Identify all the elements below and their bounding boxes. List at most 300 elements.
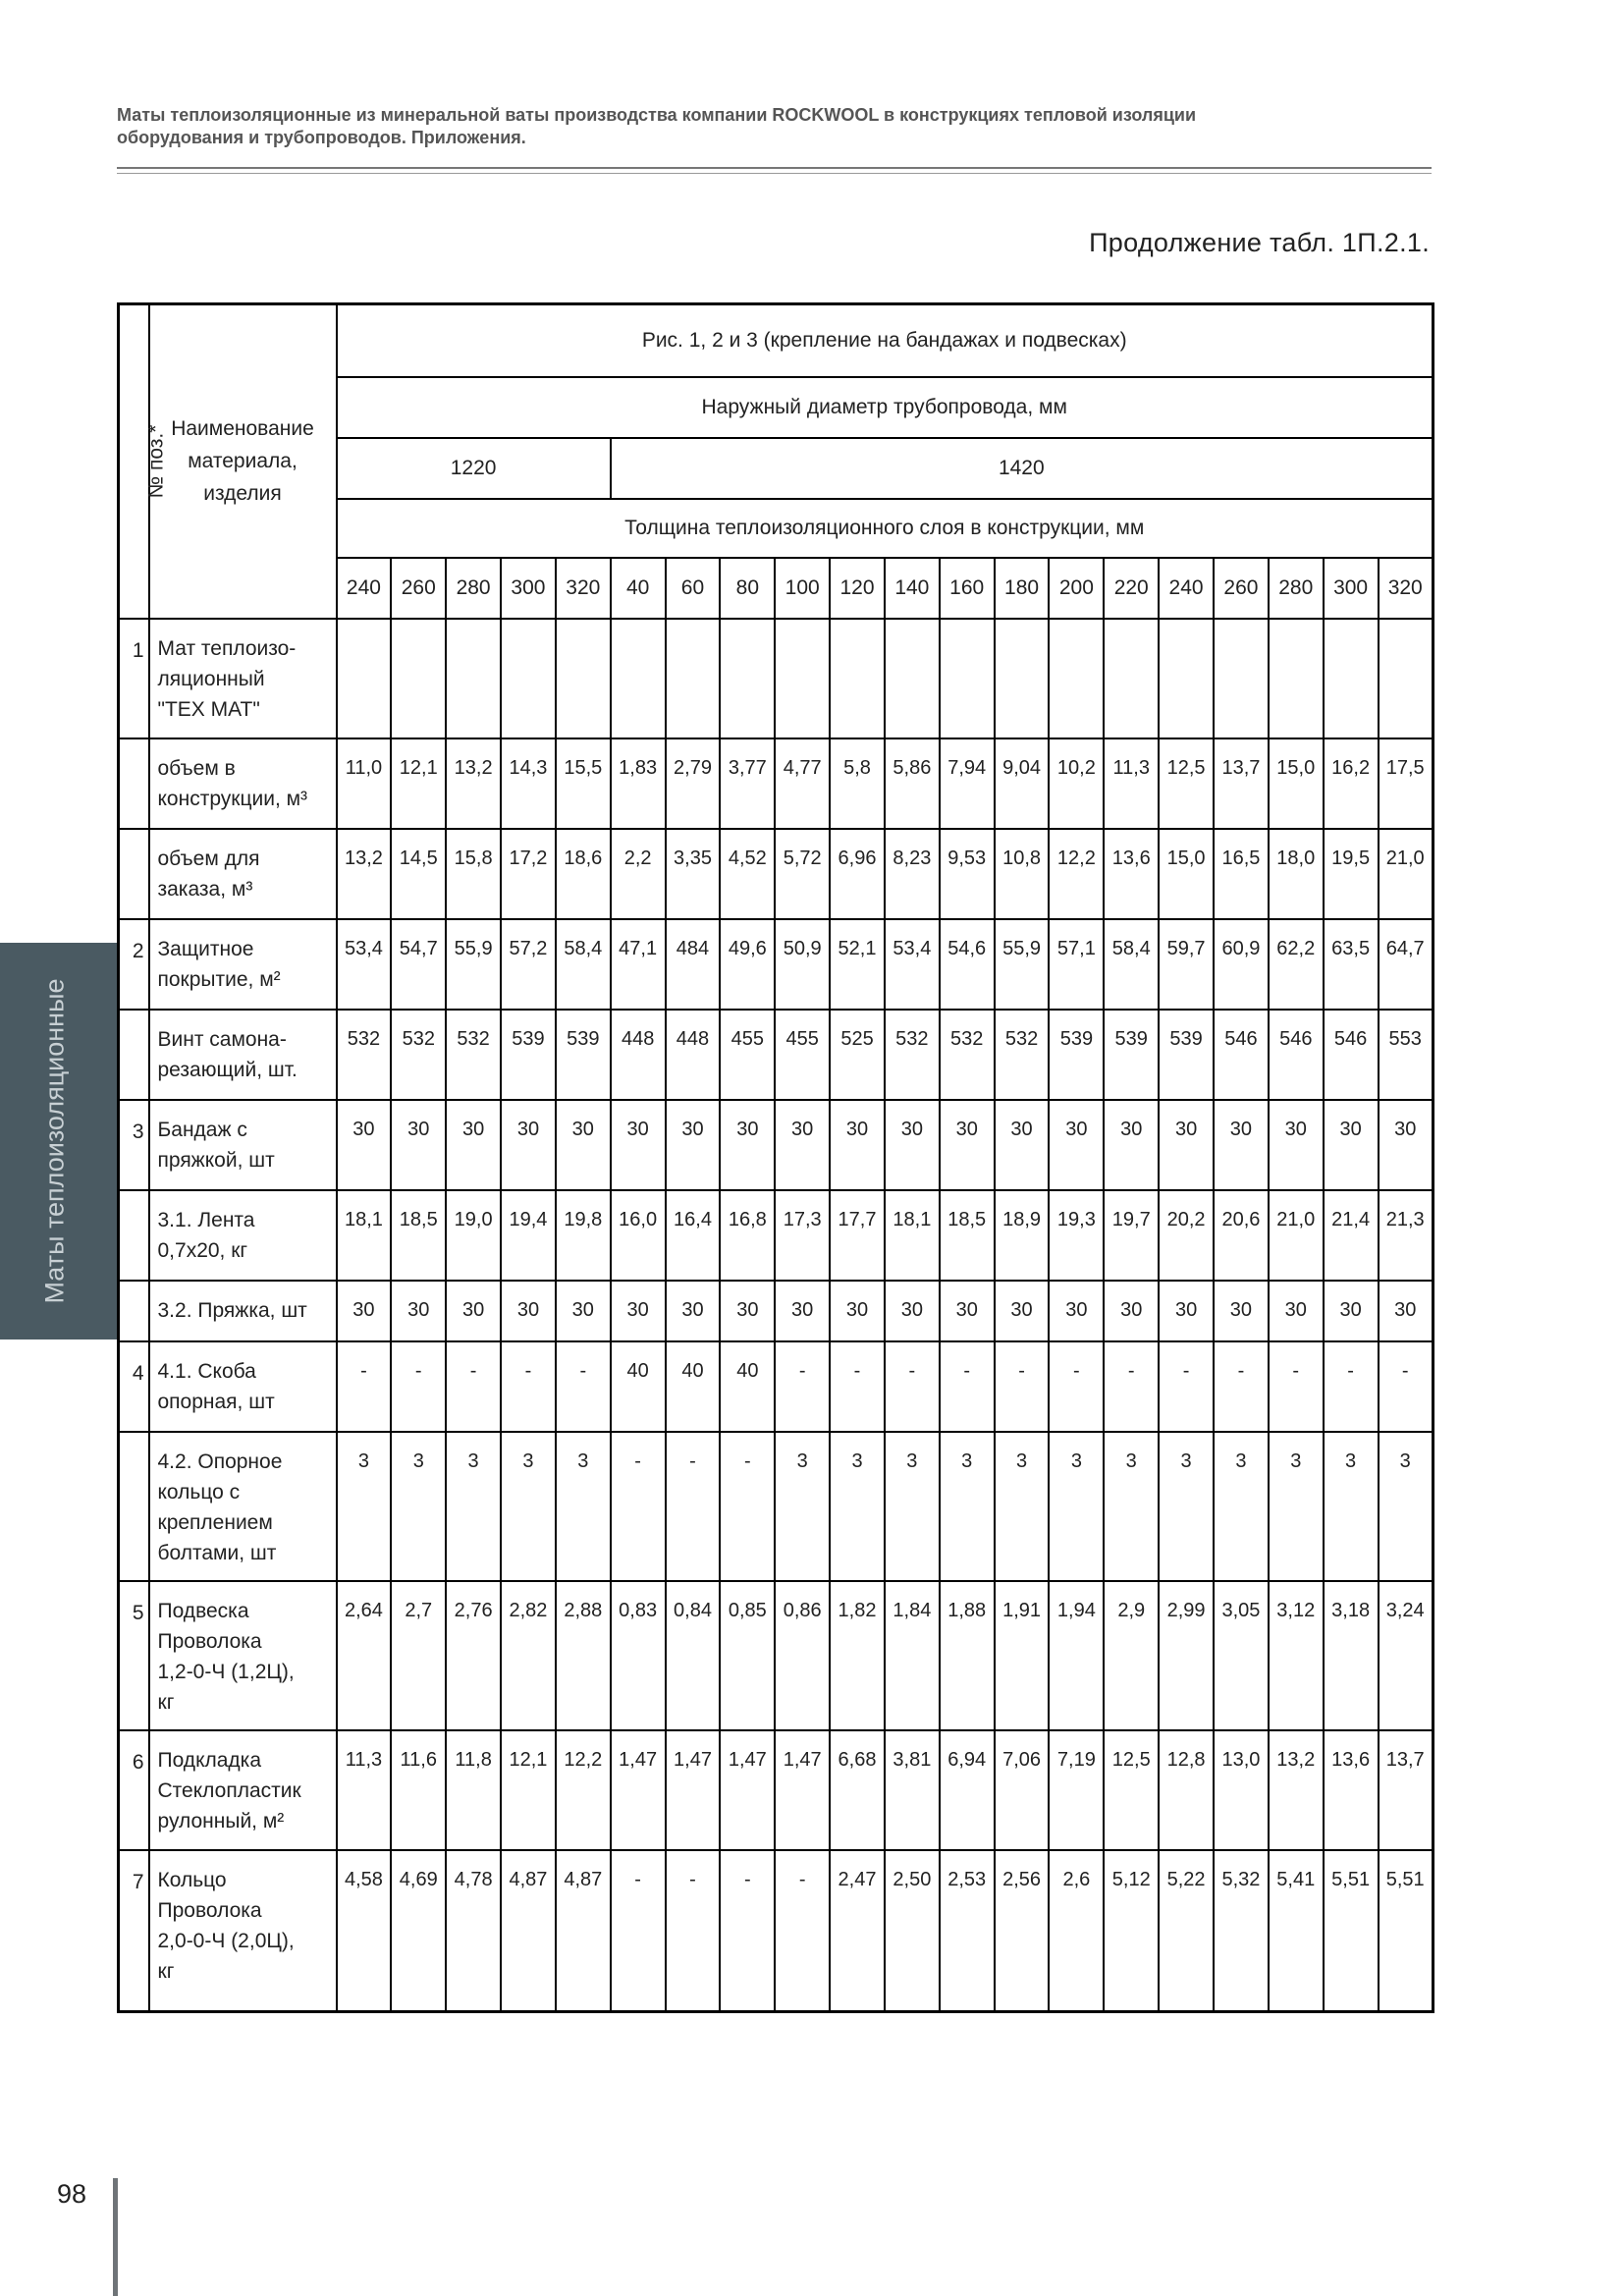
cell-value: 30	[611, 1100, 666, 1190]
cell-value: 2,2	[611, 829, 666, 919]
cell-value: 14,5	[391, 829, 446, 919]
cell-value: -	[1104, 1341, 1159, 1432]
cell-value: 16,0	[611, 1190, 666, 1281]
thickness-value: 120	[830, 558, 885, 619]
cell-value: 4,78	[446, 1850, 501, 2012]
cell-value: 1,47	[720, 1730, 775, 1850]
cell-value: -	[1269, 1341, 1324, 1432]
cell-value	[1379, 619, 1434, 738]
cell-value: 1,94	[1049, 1581, 1104, 1730]
row-name: Защитное покрытие, м²	[149, 919, 337, 1010]
cell-value: 448	[666, 1010, 721, 1100]
row-name: Бандаж с пряжкой, шт	[149, 1100, 337, 1190]
cell-value: 2,50	[885, 1850, 940, 2012]
header-line-2: оборудования и трубопроводов. Приложения.	[117, 128, 526, 147]
thickness-value: 180	[995, 558, 1050, 619]
cell-value	[1214, 619, 1269, 738]
cell-value: 0,83	[611, 1581, 666, 1730]
row-name: объем для заказа, м³	[149, 829, 337, 919]
thickness-header: Толщина теплоизоляционного слоя в конструкции, мм	[337, 499, 1434, 558]
cell-value: 30	[1159, 1281, 1214, 1341]
cell-value: 532	[885, 1010, 940, 1100]
cell-value: 1,91	[995, 1581, 1050, 1730]
cell-value: 455	[720, 1010, 775, 1100]
thickness-value: 240	[1159, 558, 1214, 619]
cell-value: 52,1	[830, 919, 885, 1010]
row-position	[119, 1281, 149, 1341]
cell-value: 2,79	[666, 738, 721, 829]
cell-value: 3	[1214, 1432, 1269, 1581]
diameter-header: Наружный диаметр трубопровода, мм	[337, 377, 1434, 438]
row-name: объем в конструкции, м³	[149, 738, 337, 829]
cell-value: 2,47	[830, 1850, 885, 2012]
cell-value: 30	[1269, 1100, 1324, 1190]
cell-value: 30	[1214, 1281, 1269, 1341]
cell-value: 3	[1159, 1432, 1214, 1581]
cell-value: 13,6	[1104, 829, 1159, 919]
cell-value: 532	[337, 1010, 392, 1100]
cell-value: 13,0	[1214, 1730, 1269, 1850]
cell-value	[775, 619, 830, 738]
row-position: 1	[119, 619, 149, 738]
header-rule-thin	[117, 173, 1432, 174]
cell-value: 9,04	[995, 738, 1050, 829]
cell-value: 1,83	[611, 738, 666, 829]
cell-value	[501, 619, 556, 738]
cell-value: 49,6	[720, 919, 775, 1010]
table-row	[119, 1432, 1434, 1581]
cell-value: 13,7	[1379, 1730, 1434, 1850]
row-name: 3.1. Лента 0,7х20, кг	[149, 1190, 337, 1281]
diameter-1220: 1220	[337, 438, 611, 499]
cell-value: 17,7	[830, 1190, 885, 1281]
cell-value: -	[995, 1341, 1050, 1432]
cell-value: 3,24	[1379, 1581, 1434, 1730]
cell-value: 7,06	[995, 1730, 1050, 1850]
cell-value: 30	[666, 1100, 721, 1190]
cell-value: 5,41	[1269, 1850, 1324, 2012]
cell-value: 40	[611, 1341, 666, 1432]
cell-value: 30	[1269, 1281, 1324, 1341]
cell-value: 21,0	[1269, 1190, 1324, 1281]
cell-value: 30	[1049, 1100, 1104, 1190]
cell-value: 3,81	[885, 1730, 940, 1850]
cell-value: 11,8	[446, 1730, 501, 1850]
cell-value: 30	[446, 1100, 501, 1190]
cell-value: 30	[337, 1100, 392, 1190]
cell-value: 3,35	[666, 829, 721, 919]
cell-value: 3,05	[1214, 1581, 1269, 1730]
cell-value: 3	[940, 1432, 995, 1581]
thickness-value: 100	[775, 558, 830, 619]
cell-value: 3	[1104, 1432, 1159, 1581]
row-position	[119, 1432, 149, 1581]
cell-value: 0,84	[666, 1581, 721, 1730]
cell-value: 3	[1379, 1432, 1434, 1581]
side-tab-label: Маты теплоизоляционные	[39, 978, 70, 1304]
cell-value: 30	[501, 1100, 556, 1190]
cell-value: 6,68	[830, 1730, 885, 1850]
cell-value: -	[775, 1850, 830, 2012]
table-caption: Продолжение табл. 1П.2.1.	[1089, 228, 1430, 257]
table-row	[119, 1100, 1434, 1190]
thickness-value: 320	[556, 558, 611, 619]
cell-value: 10,2	[1049, 738, 1104, 829]
cell-value: 18,5	[391, 1190, 446, 1281]
cell-value: 30	[1214, 1100, 1269, 1190]
cell-value: 21,3	[1379, 1190, 1434, 1281]
cell-value: 16,4	[666, 1190, 721, 1281]
cell-value: 30	[556, 1100, 611, 1190]
cell-value: 3	[1269, 1432, 1324, 1581]
cell-value: 19,7	[1104, 1190, 1159, 1281]
cell-value: 1,47	[775, 1730, 830, 1850]
cell-value: 30	[1379, 1100, 1434, 1190]
table-row	[119, 619, 1434, 738]
cell-value	[720, 619, 775, 738]
cell-value: 2,56	[995, 1850, 1050, 2012]
cell-value: 50,9	[775, 919, 830, 1010]
cell-value: 5,22	[1159, 1850, 1214, 2012]
cell-value: 539	[501, 1010, 556, 1100]
row-name: Мат теплоизо- ляционный "ТЕХ МАТ"	[149, 619, 337, 738]
table-row	[119, 829, 1434, 919]
cell-value: 9,53	[940, 829, 995, 919]
cell-value: -	[720, 1432, 775, 1581]
cell-value: -	[720, 1850, 775, 2012]
cell-value: 3	[885, 1432, 940, 1581]
cell-value: 18,5	[940, 1190, 995, 1281]
cell-value: 5,12	[1104, 1850, 1159, 2012]
cell-value: 2,99	[1159, 1581, 1214, 1730]
cell-value: 3	[556, 1432, 611, 1581]
cell-value: -	[611, 1850, 666, 2012]
cell-value: 8,23	[885, 829, 940, 919]
cell-value: 0,86	[775, 1581, 830, 1730]
cell-value: 21,4	[1324, 1190, 1379, 1281]
cell-value	[337, 619, 392, 738]
cell-value: 546	[1269, 1010, 1324, 1100]
cell-value: 30	[391, 1281, 446, 1341]
cell-value: 11,3	[337, 1730, 392, 1850]
cell-value: 3,12	[1269, 1581, 1324, 1730]
thickness-value: 280	[446, 558, 501, 619]
cell-value: 57,2	[501, 919, 556, 1010]
cell-value: 4,69	[391, 1850, 446, 2012]
cell-value: 30	[775, 1100, 830, 1190]
thickness-value: 300	[501, 558, 556, 619]
cell-value: 30	[830, 1281, 885, 1341]
cell-value: 15,8	[446, 829, 501, 919]
row-position	[119, 738, 149, 829]
cell-value: 15,0	[1269, 738, 1324, 829]
cell-value: -	[885, 1341, 940, 1432]
cell-value: 64,7	[1379, 919, 1434, 1010]
name-column-header: Наименование материала, изделия	[149, 304, 337, 619]
cell-value: 30	[885, 1100, 940, 1190]
cell-value: 30	[940, 1100, 995, 1190]
cell-value: 455	[775, 1010, 830, 1100]
cell-value: 58,4	[556, 919, 611, 1010]
cell-value: 16,8	[720, 1190, 775, 1281]
cell-value	[556, 619, 611, 738]
cell-value: 546	[1214, 1010, 1269, 1100]
cell-value: 47,1	[611, 919, 666, 1010]
cell-value: 60,9	[1214, 919, 1269, 1010]
cell-value: 30	[830, 1100, 885, 1190]
diameter-1420: 1420	[611, 438, 1434, 499]
table-row	[119, 1850, 1434, 2012]
cell-value: 30	[611, 1281, 666, 1341]
cell-value	[391, 619, 446, 738]
cell-value: 30	[720, 1281, 775, 1341]
thickness-value: 140	[885, 558, 940, 619]
cell-value	[995, 619, 1050, 738]
cell-value: 539	[556, 1010, 611, 1100]
cell-value: 54,7	[391, 919, 446, 1010]
cell-value: 10,8	[995, 829, 1050, 919]
cell-value: 30	[1049, 1281, 1104, 1341]
cell-value: 4,52	[720, 829, 775, 919]
cell-value: 5,8	[830, 738, 885, 829]
cell-value: 5,32	[1214, 1850, 1269, 2012]
cell-value: 40	[720, 1341, 775, 1432]
table-row	[119, 1190, 1434, 1281]
cell-value: 11,0	[337, 738, 392, 829]
cell-value: 55,9	[995, 919, 1050, 1010]
cell-value: 546	[1324, 1010, 1379, 1100]
cell-value: 55,9	[446, 919, 501, 1010]
cell-value: -	[666, 1850, 721, 2012]
cell-value: 2,82	[501, 1581, 556, 1730]
cell-value	[1269, 619, 1324, 738]
table-row	[119, 919, 1434, 1010]
cell-value: 20,6	[1214, 1190, 1269, 1281]
cell-value: 12,5	[1159, 738, 1214, 829]
row-position: 5	[119, 1581, 149, 1730]
cell-value: 3	[501, 1432, 556, 1581]
cell-value: 484	[666, 919, 721, 1010]
cell-value: 539	[1159, 1010, 1214, 1100]
cell-value: 4,87	[501, 1850, 556, 2012]
cell-value: 30	[885, 1281, 940, 1341]
thickness-value: 260	[1214, 558, 1269, 619]
cell-value: 40	[666, 1341, 721, 1432]
pos-column-header: № поз.*	[119, 304, 149, 619]
cell-value: -	[1379, 1341, 1434, 1432]
cell-value: -	[1214, 1341, 1269, 1432]
cell-value: 2,7	[391, 1581, 446, 1730]
cell-value: 3	[1324, 1432, 1379, 1581]
cell-value: -	[611, 1432, 666, 1581]
row-position: 4	[119, 1341, 149, 1432]
cell-value: 5,51	[1379, 1850, 1434, 2012]
cell-value: 532	[940, 1010, 995, 1100]
cell-value: 2,88	[556, 1581, 611, 1730]
table-row	[119, 738, 1434, 829]
cell-value: 7,94	[940, 738, 995, 829]
cell-value	[446, 619, 501, 738]
cell-value: -	[940, 1341, 995, 1432]
cell-value: 20,2	[1159, 1190, 1214, 1281]
cell-value: 30	[391, 1100, 446, 1190]
cell-value: 12,8	[1159, 1730, 1214, 1850]
cell-value: 539	[1049, 1010, 1104, 1100]
cell-value: 1,84	[885, 1581, 940, 1730]
cell-value: 13,2	[446, 738, 501, 829]
cell-value	[1324, 619, 1379, 738]
cell-value: -	[501, 1341, 556, 1432]
cell-value: 1,88	[940, 1581, 995, 1730]
row-name: Подкладка Стеклопластик рулонный, м²	[149, 1730, 337, 1850]
cell-value: 1,47	[611, 1730, 666, 1850]
cell-value: 18,6	[556, 829, 611, 919]
thickness-value: 160	[940, 558, 995, 619]
page-number: 98	[57, 2179, 87, 2209]
cell-value: -	[775, 1341, 830, 1432]
thickness-value: 220	[1104, 558, 1159, 619]
row-position: 7	[119, 1850, 149, 2012]
cell-value: -	[666, 1432, 721, 1581]
cell-value: 63,5	[1324, 919, 1379, 1010]
cell-value: 3	[337, 1432, 392, 1581]
cell-value	[1049, 619, 1104, 738]
cell-value: 30	[556, 1281, 611, 1341]
cell-value: 12,1	[501, 1730, 556, 1850]
cell-value: 4,58	[337, 1850, 392, 2012]
cell-value: 12,2	[1049, 829, 1104, 919]
cell-value	[885, 619, 940, 738]
cell-value: 13,6	[1324, 1730, 1379, 1850]
cell-value: 532	[446, 1010, 501, 1100]
cell-value: 30	[1324, 1100, 1379, 1190]
cell-value: 18,1	[337, 1190, 392, 1281]
cell-value: 17,2	[501, 829, 556, 919]
cell-value: -	[337, 1341, 392, 1432]
cell-value: -	[446, 1341, 501, 1432]
cell-value: 13,2	[1269, 1730, 1324, 1850]
cell-value: 21,0	[1379, 829, 1434, 919]
row-name: Винт самона- резающий, шт.	[149, 1010, 337, 1100]
row-name: Подвеска Проволока 1,2-0-Ч (1,2Ц), кг	[149, 1581, 337, 1730]
cell-value: 553	[1379, 1010, 1434, 1100]
cell-value: 30	[995, 1100, 1050, 1190]
row-name: 4.2. Опорное кольцо с креплением болтами, шт	[149, 1432, 337, 1581]
cell-value: 16,2	[1324, 738, 1379, 829]
cell-value: 19,0	[446, 1190, 501, 1281]
cell-value: 3,77	[720, 738, 775, 829]
spec-table-body	[119, 304, 1434, 2012]
cell-value: 5,72	[775, 829, 830, 919]
cell-value: 16,5	[1214, 829, 1269, 919]
row-position	[119, 829, 149, 919]
cell-value: 11,3	[1104, 738, 1159, 829]
cell-value: 30	[940, 1281, 995, 1341]
cell-value: 13,2	[337, 829, 392, 919]
cell-value: 17,3	[775, 1190, 830, 1281]
cell-value: 3	[775, 1432, 830, 1581]
figure-header: Рис. 1, 2 и 3 (крепление на бандажах и подвесках)	[337, 304, 1434, 377]
cell-value: 539	[1104, 1010, 1159, 1100]
cell-value: 30	[501, 1281, 556, 1341]
document-header	[117, 104, 1433, 149]
cell-value: 6,94	[940, 1730, 995, 1850]
cell-value: 3	[995, 1432, 1050, 1581]
cell-value: 5,51	[1324, 1850, 1379, 2012]
row-name: 3.2. Пряжка, шт	[149, 1281, 337, 1341]
cell-value: 3	[391, 1432, 446, 1581]
thickness-value: 200	[1049, 558, 1104, 619]
cell-value: -	[830, 1341, 885, 1432]
header-line-1: Маты теплоизоляционные из минеральной ваты производства компании ROCKWOOL в конструкциях тепловой изоляции	[117, 105, 1197, 125]
cell-value: -	[391, 1341, 446, 1432]
cell-value: 11,6	[391, 1730, 446, 1850]
cell-value: 3	[446, 1432, 501, 1581]
table-row	[119, 1281, 1434, 1341]
cell-value: 18,1	[885, 1190, 940, 1281]
cell-value: 30	[1379, 1281, 1434, 1341]
cell-value: 15,5	[556, 738, 611, 829]
cell-value: 6,96	[830, 829, 885, 919]
row-position	[119, 1190, 149, 1281]
cell-value: 12,1	[391, 738, 446, 829]
row-name: Кольцо Проволока 2,0-0-Ч (2,0Ц), кг	[149, 1850, 337, 2012]
cell-value	[940, 619, 995, 738]
cell-value: 1,47	[666, 1730, 721, 1850]
cell-value	[666, 619, 721, 738]
row-position	[119, 1010, 149, 1100]
thickness-value: 240	[337, 558, 392, 619]
cell-value: 30	[666, 1281, 721, 1341]
cell-value: 0,85	[720, 1581, 775, 1730]
cell-value	[611, 619, 666, 738]
cell-value: 2,9	[1104, 1581, 1159, 1730]
cell-value: -	[1159, 1341, 1214, 1432]
thickness-value: 320	[1379, 558, 1434, 619]
cell-value: 19,5	[1324, 829, 1379, 919]
cell-value: 4,77	[775, 738, 830, 829]
cell-value: 3	[1049, 1432, 1104, 1581]
cell-value: -	[1324, 1341, 1379, 1432]
cell-value: 12,2	[556, 1730, 611, 1850]
thickness-value: 300	[1324, 558, 1379, 619]
cell-value: 18,0	[1269, 829, 1324, 919]
header-row-figure	[119, 304, 1434, 377]
cell-value: 30	[775, 1281, 830, 1341]
cell-value: 53,4	[885, 919, 940, 1010]
cell-value: 15,0	[1159, 829, 1214, 919]
table-row	[119, 1730, 1434, 1850]
cell-value: 59,7	[1159, 919, 1214, 1010]
row-position: 6	[119, 1730, 149, 1850]
thickness-value: 260	[391, 558, 446, 619]
cell-value: 30	[337, 1281, 392, 1341]
cell-value: 19,3	[1049, 1190, 1104, 1281]
cell-value: 532	[995, 1010, 1050, 1100]
cell-value	[1159, 619, 1214, 738]
cell-value: 18,9	[995, 1190, 1050, 1281]
spec-table	[117, 302, 1434, 2013]
header-rule	[117, 167, 1432, 169]
cell-value: 30	[995, 1281, 1050, 1341]
cell-value: 3,18	[1324, 1581, 1379, 1730]
cell-value: 53,4	[337, 919, 392, 1010]
cell-value: -	[556, 1341, 611, 1432]
cell-value: 2,76	[446, 1581, 501, 1730]
cell-value: 532	[391, 1010, 446, 1100]
cell-value: 30	[1104, 1281, 1159, 1341]
cell-value: 30	[446, 1281, 501, 1341]
